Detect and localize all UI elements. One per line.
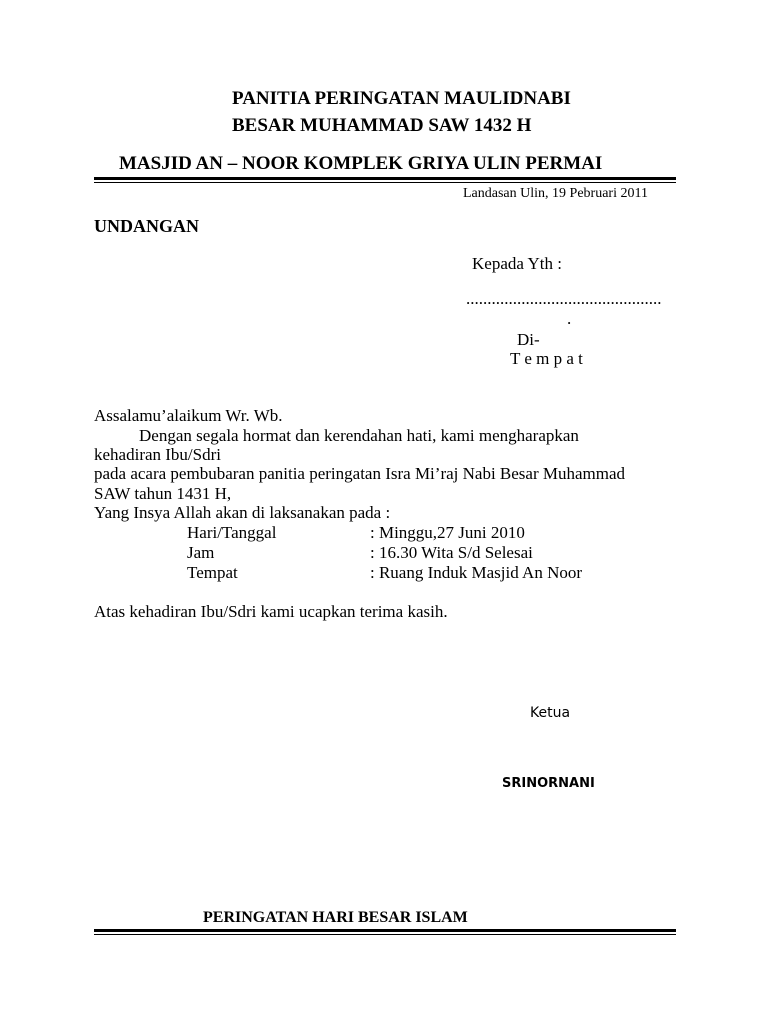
greeting: Assalamu’alaikum Wr. Wb. xyxy=(94,406,283,425)
detail-label-place: Tempat xyxy=(187,563,238,582)
date-line: Landasan Ulin, 19 Pebruari 2011 xyxy=(463,186,648,201)
footer-title: PERINGATAN HARI BESAR ISLAM xyxy=(203,909,468,926)
detail-label-time: Jam xyxy=(187,543,215,562)
header-rule-thin xyxy=(94,182,676,183)
detail-label-date: Hari/Tanggal xyxy=(187,523,277,542)
body-line-3: pada acara pembubaran panitia peringatan Isra Mi’raj Nabi Besar Muhammad xyxy=(94,464,626,483)
subject-title: UNDANGAN xyxy=(94,216,199,236)
address-dots: .............................................. xyxy=(466,289,662,308)
header-line-2: BESAR MUHAMMAD SAW 1432 H xyxy=(232,115,532,136)
signature-name: SRINORNANI xyxy=(502,776,595,791)
address-dot: . xyxy=(567,309,572,328)
footer-rule-thick xyxy=(94,929,676,932)
detail-value-time: : 16.30 Wita S/d Selesai xyxy=(370,543,533,562)
signature-role: Ketua xyxy=(530,705,571,721)
header-rule-thick xyxy=(94,177,676,180)
address-place: T e m p a t xyxy=(510,349,583,368)
detail-value-place: : Ruang Induk Masjid An Noor xyxy=(370,563,583,582)
body-line-2: kehadiran Ibu/Sdri xyxy=(94,445,221,464)
detail-value-date: : Minggu,27 Juni 2010 xyxy=(370,523,525,542)
header-line-1: PANITIA PERINGATAN MAULIDNABI xyxy=(232,88,571,109)
body-line-4: SAW tahun 1431 H, xyxy=(94,484,232,503)
closing-line: Atas kehadiran Ibu/Sdri kami ucapkan terima kasih. xyxy=(94,602,448,621)
address-to: Kepada Yth : xyxy=(472,254,563,273)
header-line-3: MASJID AN – NOOR KOMPLEK GRIYA ULIN PERMAI xyxy=(119,153,603,174)
body-line-1: Dengan segala hormat dan kerendahan hati, kami mengharapkan xyxy=(139,426,579,445)
footer-rule-thin xyxy=(94,934,676,935)
address-di: Di- xyxy=(517,330,540,349)
body-line-5: Yang Insya Allah akan di laksanakan pada : xyxy=(94,503,391,522)
